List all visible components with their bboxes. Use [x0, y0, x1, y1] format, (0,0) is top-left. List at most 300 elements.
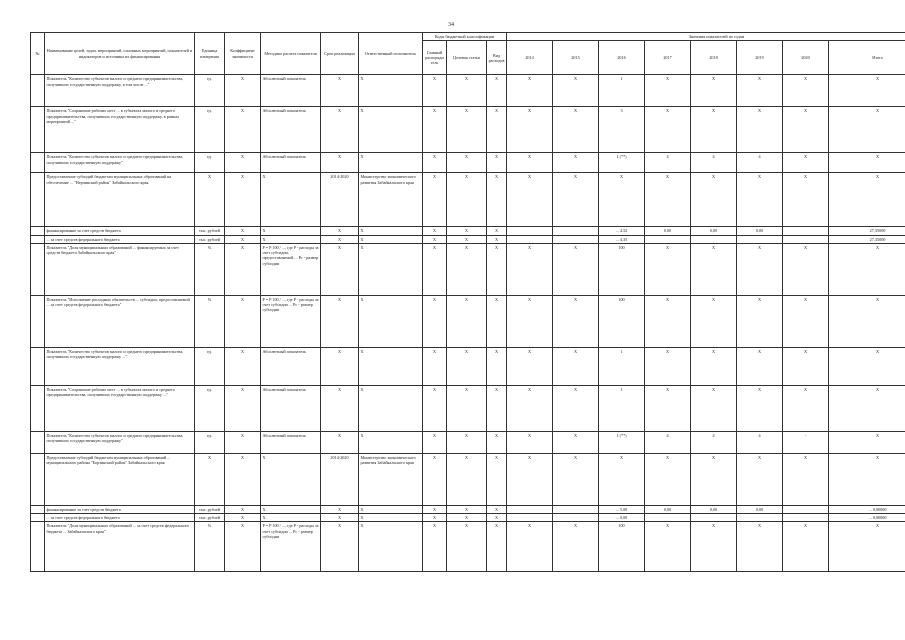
row-expense-type: X — [487, 107, 507, 153]
row-no — [31, 505, 45, 513]
row-name: финансирование за счет средств бюджета — [45, 505, 195, 513]
row-2018: 4 — [691, 431, 737, 453]
row-2019: 4 — [737, 431, 783, 453]
row-2014: X — [507, 173, 553, 227]
row-total: X — [829, 385, 905, 431]
row-2019: X — [737, 173, 783, 227]
row-2014: X — [507, 347, 553, 385]
table-row — [31, 295, 905, 347]
table-row — [31, 107, 905, 153]
row-2015: X — [553, 75, 599, 107]
row-period: X — [321, 522, 359, 572]
row-name: Предоставление субсидий бюджетам муниципальных образований на обеспечение ... "Нерчинский район" Забайкальского края — [45, 173, 195, 227]
row-grbs: X — [423, 295, 447, 347]
row-2014: X — [507, 243, 553, 295]
row-2020 — [783, 227, 829, 235]
row-method: Абсолютный показатель — [261, 347, 321, 385]
row-name: Показатель "Доля муниципальных образований ... финансируемых за счет средств бюджета Забайкальского края" — [45, 243, 195, 295]
header-no: № — [31, 33, 45, 75]
row-executor: X — [359, 153, 423, 173]
row-2018: X — [691, 295, 737, 347]
row-2019: X — [737, 522, 783, 572]
row-no — [31, 173, 45, 227]
row-2016: ... 4,35 — [599, 235, 645, 243]
row-2020: X — [783, 173, 829, 227]
row-executor: Министерство экономического развития Забайкальского края — [359, 173, 423, 227]
row-executor: X — [359, 385, 423, 431]
row-total: X — [829, 295, 905, 347]
row-method: P = P 100 / ..., где P - расходы за счет субсидии, предоставляемой ... Pc - размер субсидии — [261, 243, 321, 295]
row-coef: X — [225, 235, 261, 243]
row-2015: X — [553, 107, 599, 153]
table-row — [31, 505, 905, 513]
row-2016: ... 0,00 — [599, 514, 645, 522]
row-2020: X — [783, 243, 829, 295]
row-2016: ... 5,00 — [599, 505, 645, 513]
table-row — [31, 153, 905, 173]
row-2016: 1 — [599, 75, 645, 107]
row-target-article: X — [447, 505, 487, 513]
table-row — [31, 227, 905, 235]
row-coef: X — [225, 347, 261, 385]
row-no — [31, 243, 45, 295]
row-no — [31, 514, 45, 522]
row-2018: 0,00 — [691, 227, 737, 235]
header-name: Наименование целей, задач, мероприятий, основных мероприятий, показателей и индикаторов и источника их финансирования — [45, 33, 195, 75]
header-year-2017: 2017 — [645, 41, 691, 75]
row-2020: X — [783, 75, 829, 107]
row-name: Показатель "Количество субъектов малого и среднего предпринимательства, получивших государственную поддержку ..." — [45, 347, 195, 385]
row-2015: X — [553, 347, 599, 385]
header-budget-codes: Коды бюджетной классификации — [423, 33, 507, 41]
header-total: Итого — [829, 41, 905, 75]
row-expense-type: X — [487, 522, 507, 572]
header-year-2020: 2020 — [783, 41, 829, 75]
row-2019: X — [737, 243, 783, 295]
row-2017: X — [645, 295, 691, 347]
row-name: ... за счет средств федерального бюджета — [45, 235, 195, 243]
row-unit: X — [195, 173, 225, 227]
row-no — [31, 453, 45, 505]
row-expense-type: X — [487, 385, 507, 431]
row-method: X — [261, 505, 321, 513]
row-coef: X — [225, 453, 261, 505]
row-executor: X — [359, 431, 423, 453]
program-table — [30, 32, 905, 572]
header-year-2019: 2019 — [737, 41, 783, 75]
row-total: X — [829, 453, 905, 505]
row-2018: X — [691, 385, 737, 431]
row-target-article: X — [447, 75, 487, 107]
row-method: X — [261, 235, 321, 243]
row-total: 27,35000 — [829, 227, 905, 235]
row-2016: 100 — [599, 243, 645, 295]
row-executor: Министерство экономического развития Забайкальского края — [359, 453, 423, 505]
row-2015: X — [553, 522, 599, 572]
row-period: X — [321, 153, 359, 173]
row-grbs: X — [423, 235, 447, 243]
header-coef: Коэффициент значимости — [225, 33, 261, 75]
row-2018: X — [691, 107, 737, 153]
row-expense-type: X — [487, 431, 507, 453]
row-method: P = P 100 / ..., где P - расходы за счет субсидии ... Pc - размер субсидии — [261, 522, 321, 572]
row-unit: X — [195, 453, 225, 505]
row-grbs: X — [423, 243, 447, 295]
row-2015: X — [553, 295, 599, 347]
row-target-article: X — [447, 453, 487, 505]
row-target-article: X — [447, 235, 487, 243]
row-method: Абсолютный показатель — [261, 107, 321, 153]
row-expense-type: X — [487, 173, 507, 227]
row-coef: X — [225, 153, 261, 173]
row-no — [31, 75, 45, 107]
row-period: X — [321, 75, 359, 107]
row-expense-type: X — [487, 505, 507, 513]
row-2017 — [645, 235, 691, 243]
row-coef: X — [225, 522, 261, 572]
table-row — [31, 431, 905, 453]
table-row — [31, 235, 905, 243]
row-expense-type: X — [487, 153, 507, 173]
row-2019: 0,00 — [737, 227, 783, 235]
row-unit: ед. — [195, 385, 225, 431]
row-2015: X — [553, 431, 599, 453]
row-2014: X — [507, 453, 553, 505]
row-grbs: X — [423, 514, 447, 522]
row-expense-type: X — [487, 514, 507, 522]
row-2015 — [553, 227, 599, 235]
row-no — [31, 431, 45, 453]
row-unit: тыс. рублей — [195, 227, 225, 235]
row-expense-type: X — [487, 295, 507, 347]
row-method: X — [261, 453, 321, 505]
row-2020: X — [783, 153, 829, 173]
row-2014: X — [507, 385, 553, 431]
row-period: X — [321, 431, 359, 453]
row-method: Абсолютный показатель — [261, 431, 321, 453]
header-method: Методика расчета показателя — [261, 33, 321, 75]
row-2020: X — [783, 522, 829, 572]
row-no — [31, 385, 45, 431]
row-target-article: X — [447, 227, 487, 235]
row-coef: X — [225, 385, 261, 431]
row-2020: X — [783, 453, 829, 505]
row-executor: X — [359, 514, 423, 522]
row-no — [31, 295, 45, 347]
row-2020 — [783, 235, 829, 243]
row-2015 — [553, 514, 599, 522]
row-2019 — [737, 235, 783, 243]
row-name: Показатель "Сохранение рабочих мест ... в субъектах малого и среднего предпринимательства, получивших государственную поддержку ..." — [45, 385, 195, 431]
row-no — [31, 235, 45, 243]
row-coef: X — [225, 505, 261, 513]
row-2016: 100 — [599, 295, 645, 347]
row-total: X — [829, 431, 905, 453]
row-2019: X — [737, 453, 783, 505]
row-2016: 1 (**) — [599, 153, 645, 173]
row-total: X — [829, 173, 905, 227]
row-2016: X — [599, 453, 645, 505]
row-period: X — [321, 243, 359, 295]
row-name: ... за счет средств федерального бюджета — [45, 514, 195, 522]
row-2019: X — [737, 75, 783, 107]
header-year-2014: 2014 — [507, 41, 553, 75]
row-target-article: X — [447, 107, 487, 153]
row-period: X — [321, 227, 359, 235]
row-target-article: X — [447, 514, 487, 522]
row-grbs: X — [423, 522, 447, 572]
row-2020: X — [783, 347, 829, 385]
row-coef: X — [225, 295, 261, 347]
row-2019: 0,00 — [737, 505, 783, 513]
row-2018: X — [691, 522, 737, 572]
row-2014 — [507, 235, 553, 243]
row-executor: X — [359, 347, 423, 385]
row-total: X — [829, 522, 905, 572]
row-executor: X — [359, 243, 423, 295]
row-2020 — [783, 514, 829, 522]
row-2016: 1 — [599, 347, 645, 385]
row-executor: X — [359, 227, 423, 235]
row-2019: X — [737, 385, 783, 431]
row-target-article: X — [447, 153, 487, 173]
page-number: 34 — [448, 22, 454, 28]
row-2016: ... 4,52 — [599, 227, 645, 235]
row-unit: ед. — [195, 431, 225, 453]
row-unit: % — [195, 522, 225, 572]
header-year-2018: 2018 — [691, 41, 737, 75]
row-2020: X — [783, 295, 829, 347]
row-2014: X — [507, 107, 553, 153]
header-target-article: Целевая статья — [447, 41, 487, 75]
row-2020 — [783, 505, 829, 513]
row-target-article: X — [447, 173, 487, 227]
row-no — [31, 347, 45, 385]
row-name: Показатель "Сохранение рабочих мест ... в субъектах малого и среднего предпринимательства, получивших государственную поддержку, в рамках мероприятий ..." — [45, 107, 195, 153]
row-grbs: X — [423, 385, 447, 431]
row-name: Показатель "Количество субъектов малого и среднего предпринимательства, получивших государственную поддержку" — [45, 431, 195, 453]
row-executor: X — [359, 75, 423, 107]
row-total: X — [829, 243, 905, 295]
row-2019 — [737, 514, 783, 522]
table-row — [31, 453, 905, 505]
row-period: X — [321, 385, 359, 431]
row-coef: X — [225, 107, 261, 153]
row-method: Абсолютный показатель — [261, 385, 321, 431]
row-unit: тыс. рублей — [195, 505, 225, 513]
row-grbs: X — [423, 153, 447, 173]
row-period: X — [321, 347, 359, 385]
row-name: Показатель "Исполнение расходных обязательств ... субсидии, предоставляемой ... за счет средств федерального бюджета" — [45, 295, 195, 347]
row-2015: X — [553, 153, 599, 173]
row-2017: 4 — [645, 431, 691, 453]
row-total: X — [829, 153, 905, 173]
row-2019: X — [737, 347, 783, 385]
row-2014 — [507, 227, 553, 235]
row-coef: X — [225, 75, 261, 107]
row-2015 — [553, 505, 599, 513]
row-2017: X — [645, 347, 691, 385]
row-no — [31, 522, 45, 572]
row-method: X — [261, 514, 321, 522]
row-grbs: X — [423, 173, 447, 227]
row-executor: X — [359, 295, 423, 347]
row-target-article: X — [447, 522, 487, 572]
row-executor: X — [359, 235, 423, 243]
row-method: X — [261, 173, 321, 227]
row-2015 — [553, 235, 599, 243]
row-2018 — [691, 514, 737, 522]
row-unit: ед. — [195, 107, 225, 153]
header-unit: Единица измерения — [195, 33, 225, 75]
row-2018: X — [691, 75, 737, 107]
row-no — [31, 227, 45, 235]
table-row — [31, 173, 905, 227]
row-grbs: X — [423, 431, 447, 453]
table-row — [31, 347, 905, 385]
row-unit: % — [195, 243, 225, 295]
row-target-article: X — [447, 385, 487, 431]
row-method: P = P 100 / ..., где P - расходы за счет субсидии ... Pc - размер субсидии — [261, 295, 321, 347]
row-2014 — [507, 505, 553, 513]
header-values: Значения показателей по годам — [507, 33, 905, 41]
row-executor: X — [359, 522, 423, 572]
row-total: X — [829, 75, 905, 107]
table-row — [31, 385, 905, 431]
row-period: X — [321, 295, 359, 347]
row-coef: X — [225, 227, 261, 235]
row-period: X — [321, 514, 359, 522]
row-2019: X — [737, 295, 783, 347]
row-grbs: X — [423, 453, 447, 505]
row-total: X — [829, 347, 905, 385]
row-period: 2014-2020 — [321, 173, 359, 227]
table-row — [31, 514, 905, 522]
row-total: ... 0,00000 — [829, 505, 905, 513]
row-expense-type: X — [487, 235, 507, 243]
row-2017: X — [645, 243, 691, 295]
row-period: 2014-2020 — [321, 453, 359, 505]
row-grbs: X — [423, 107, 447, 153]
row-expense-type: X — [487, 347, 507, 385]
table-row — [31, 522, 905, 572]
row-target-article: X — [447, 243, 487, 295]
row-unit: тыс. рублей — [195, 514, 225, 522]
row-grbs: X — [423, 227, 447, 235]
row-2019: 4 — [737, 153, 783, 173]
row-2015: X — [553, 453, 599, 505]
row-2017: X — [645, 173, 691, 227]
row-expense-type: X — [487, 243, 507, 295]
header-year-2016: 2016 — [599, 41, 645, 75]
row-2017: 0,00 — [645, 227, 691, 235]
row-2018 — [691, 235, 737, 243]
row-unit: % — [195, 295, 225, 347]
row-2018: X — [691, 173, 737, 227]
row-target-article: X — [447, 295, 487, 347]
row-target-article: X — [447, 431, 487, 453]
row-expense-type: X — [487, 75, 507, 107]
row-expense-type: X — [487, 227, 507, 235]
row-period: X — [321, 505, 359, 513]
row-2016: X — [599, 173, 645, 227]
row-2020: X — [783, 107, 829, 153]
row-grbs: X — [423, 505, 447, 513]
row-2017: 4 — [645, 153, 691, 173]
row-2017: X — [645, 385, 691, 431]
row-2018: X — [691, 347, 737, 385]
row-2016: 100 — [599, 522, 645, 572]
row-2016: 3 — [599, 107, 645, 153]
row-executor: X — [359, 107, 423, 153]
row-2018: X — [691, 243, 737, 295]
row-unit: ед. — [195, 347, 225, 385]
row-2017: X — [645, 522, 691, 572]
row-period: X — [321, 235, 359, 243]
header-grbs: Главный распорядитель — [423, 41, 447, 75]
row-method: X — [261, 227, 321, 235]
row-grbs: X — [423, 75, 447, 107]
row-2020: - — [783, 431, 829, 453]
row-2020: X — [783, 385, 829, 431]
row-2017 — [645, 514, 691, 522]
row-method: Абсолютный показатель — [261, 153, 321, 173]
row-2014: X — [507, 153, 553, 173]
row-2018: X — [691, 453, 737, 505]
row-name: Предоставление субсидий бюджетам муниципальных образований ... муниципального района "Борзинский район" Забайкальского края — [45, 453, 195, 505]
row-2018: 0,00 — [691, 505, 737, 513]
header-expense-type: Вид расходов — [487, 41, 507, 75]
row-name: финансирование за счет средств бюджета — [45, 227, 195, 235]
row-2016: 1 (**) — [599, 431, 645, 453]
row-2014: X — [507, 431, 553, 453]
row-2017: 0,00 — [645, 505, 691, 513]
row-2014: X — [507, 295, 553, 347]
row-2017: X — [645, 107, 691, 153]
row-2015: X — [553, 173, 599, 227]
row-no — [31, 107, 45, 153]
row-name: Показатель "Количество субъектов малого и среднего предпринимательства, получивших государственную поддержку, в том числе ..." — [45, 75, 195, 107]
row-name: Показатель "Количество субъектов малого и среднего предпринимательства, получивших государственную поддержку" — [45, 153, 195, 173]
row-2014: X — [507, 75, 553, 107]
row-2015: X — [553, 385, 599, 431]
row-method: Абсолютный показатель — [261, 75, 321, 107]
row-2017: X — [645, 75, 691, 107]
row-name: Показатель "Доля муниципальных образований ... за счет средств федерального бюджета ... Забайкальского края" — [45, 522, 195, 572]
row-2014 — [507, 514, 553, 522]
header-period: Срок реализации — [321, 33, 359, 75]
header-year-2015: 2015 — [553, 41, 599, 75]
row-executor: X — [359, 505, 423, 513]
row-unit: ед. — [195, 75, 225, 107]
header-executor: Ответственный исполнитель — [359, 33, 423, 75]
row-2018: 4 — [691, 153, 737, 173]
row-period: X — [321, 107, 359, 153]
row-2017: X — [645, 453, 691, 505]
row-unit: ед. — [195, 153, 225, 173]
row-expense-type: X — [487, 453, 507, 505]
row-2016: 1 — [599, 385, 645, 431]
row-no — [31, 153, 45, 173]
row-2019: X — [737, 107, 783, 153]
row-2015: X — [553, 243, 599, 295]
row-total: 27,35000 — [829, 235, 905, 243]
row-coef: X — [225, 514, 261, 522]
row-unit: тыс. рублей — [195, 235, 225, 243]
row-total: X — [829, 107, 905, 153]
row-total: ... 0,00000 — [829, 514, 905, 522]
row-target-article: X — [447, 347, 487, 385]
